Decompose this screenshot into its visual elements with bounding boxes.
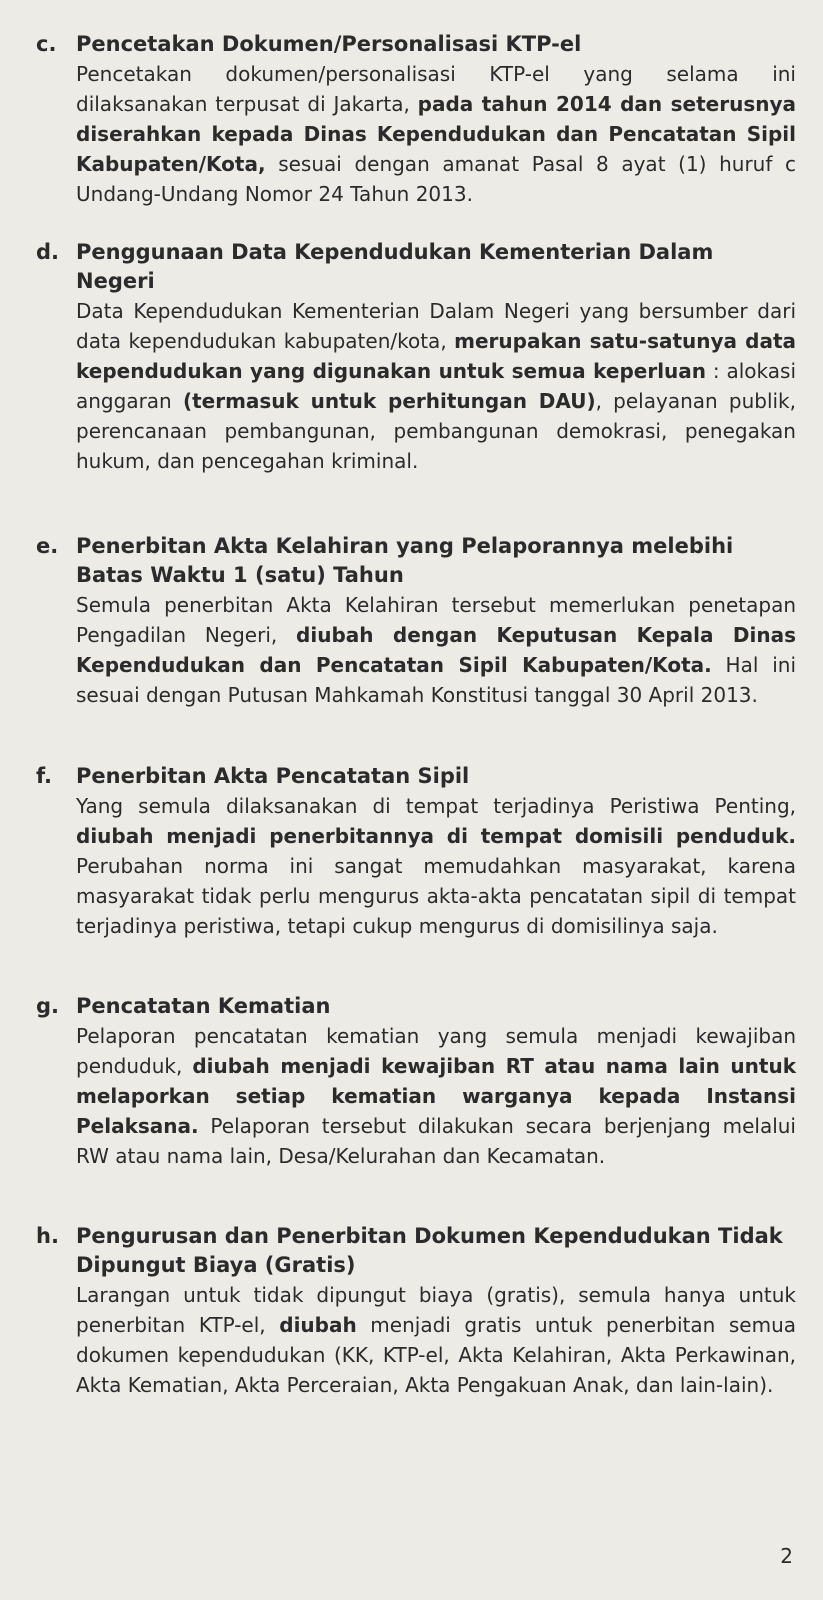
body-text-bold: diubah menjadi penerbitannya di tempat domisili penduduk.	[76, 824, 796, 848]
section-letter: c.	[36, 32, 57, 56]
body-text: Semula penerbitan Akta Kelahiran tersebut memerlukan penetapan Pengadilan Negeri,	[76, 593, 796, 647]
body-text: Yang semula dilaksanakan di tempat terjadinya Peristiwa Penting,	[76, 794, 796, 818]
section-c	[36, 30, 796, 209]
body-text-bold: diubah menjadi kewajiban RT atau nama lain untuk melaporkan setiap kematian warganya kepada Instansi Pelaksana.	[76, 1054, 796, 1138]
body-text: Hal ini sesuai dengan Putusan Mahkamah Konstitusi tanggal 30 April 2013.	[76, 653, 797, 707]
section-heading: Pencatatan Kematian	[76, 994, 331, 1018]
page-number: 2	[780, 1544, 793, 1568]
section-heading: Pencetakan Dokumen/Personalisasi KTP-el	[76, 32, 582, 56]
body-text: Pelaporan tersebut dilakukan secara berjenjang melalui RW atau nama lain, Desa/Kelurahan dan Kecamatan.	[76, 1114, 796, 1168]
body-text-bold: diubah dengan Keputusan Kepala Dinas Kependudukan dan Pencatatan Sipil Kabupaten/Kota.	[76, 623, 797, 677]
section-letter: f.	[36, 764, 52, 788]
body-text: Data Kependudukan Kementerian Dalam Negeri yang bersumber dari data kependudukan kabupaten/kota,	[76, 299, 796, 353]
section-letter: e.	[36, 534, 59, 558]
body-text-bold: merupakan satu-satunya data kependudukan yang digunakan untuk semua keperluan	[76, 329, 797, 383]
section-letter: h.	[36, 1224, 59, 1248]
body-text: Pencetakan dokumen/personalisasi KTP-el yang selama ini dilaksanakan terpusat di Jakarta,	[76, 62, 796, 116]
section-heading: Pengurusan dan Penerbitan Dokumen Kependudukan Tidak Dipungut Biaya (Gratis)	[76, 1224, 783, 1277]
section-e	[36, 532, 796, 710]
section-letter: d.	[36, 240, 60, 264]
section-g	[36, 992, 796, 1171]
body-text: Pelaporan pencatatan kematian yang semula menjadi kewajiban penduduk,	[76, 1024, 796, 1078]
section-heading: Penggunaan Data Kependudukan Kementerian Dalam Negeri	[76, 240, 714, 293]
section-letter: g.	[36, 994, 60, 1018]
section-body	[76, 59, 796, 209]
section-body	[76, 1021, 796, 1171]
section-d	[36, 238, 796, 476]
body-text: Perubahan norma ini sangat memudahkan masyarakat, karena masyarakat tidak perlu mengurus akta-akta pencatatan sipil di tempat terjadinya peristiwa, tetapi cukup mengurus di domisilinya saja.	[76, 854, 796, 938]
section-body	[76, 1280, 796, 1400]
body-text: , pelayanan publik, perencanaan pembangunan, pembangunan demokrasi, penegakan hukum, dan pencegahan kriminal.	[76, 389, 796, 473]
section-f	[36, 762, 796, 941]
section-body	[76, 296, 796, 476]
section-heading: Penerbitan Akta Pencatatan Sipil	[76, 764, 470, 788]
section-heading: Penerbitan Akta Kelahiran yang Pelaporannya melebihi Batas Waktu 1 (satu) Tahun	[76, 534, 734, 587]
body-text: menjadi gratis untuk penerbitan semua dokumen kependudukan (KK, KTP-el, Akta Kelahiran, Akta Perkawinan, Akta Kematian, Akta Perceraian, Akta Pengakuan Anak, dan lain-lain).	[76, 1313, 797, 1397]
body-text: Larangan untuk tidak dipungut biaya (gratis), semula hanya untuk penerbitan KTP-el,	[76, 1283, 796, 1337]
body-text: sesuai dengan amanat Pasal 8 ayat (1) huruf c Undang-Undang Nomor 24 Tahun 2013.	[76, 152, 796, 206]
body-text-bold: diubah	[279, 1313, 357, 1337]
body-text-bold: pada tahun 2014 dan seterusnya diserahkan kepada Dinas Kependudukan dan Pencatatan Sipil Kabupaten/Kota,	[76, 92, 796, 176]
body-text-bold: (termasuk untuk perhitungan DAU)	[182, 389, 596, 413]
body-text: : alokasi anggaran	[76, 359, 797, 413]
section-h	[36, 1222, 796, 1400]
section-body	[76, 590, 796, 710]
section-body	[76, 791, 796, 941]
